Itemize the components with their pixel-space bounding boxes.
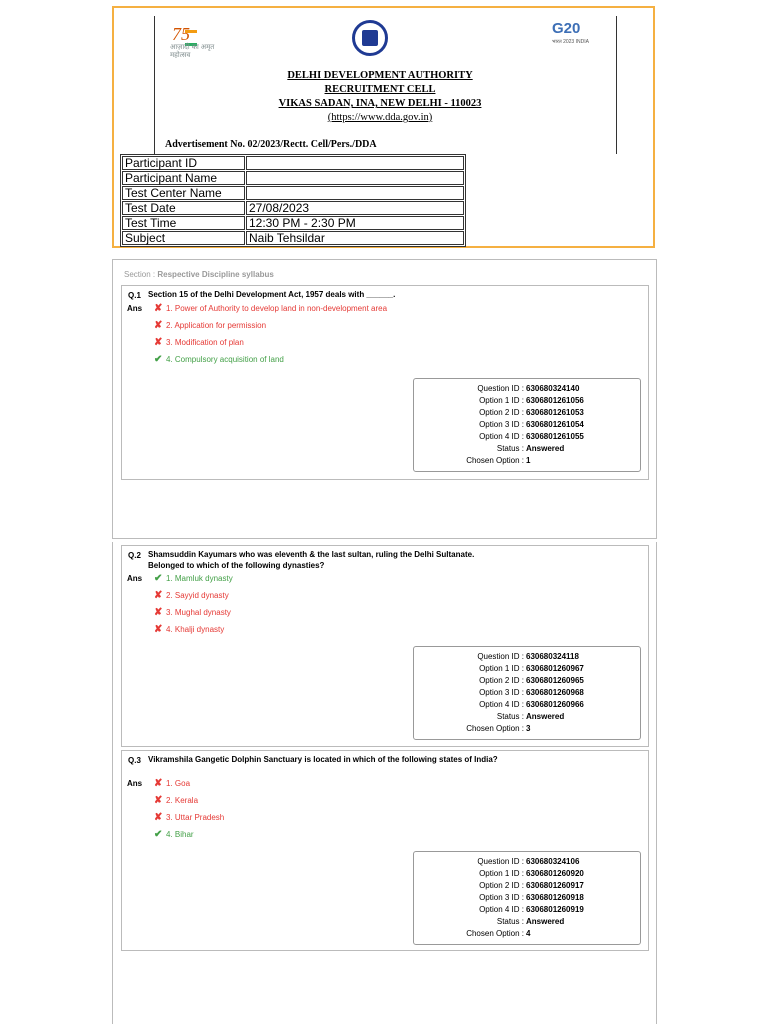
meta-label: Question ID : [477, 652, 524, 661]
meta-row [414, 419, 584, 431]
participant-table [120, 154, 466, 247]
cross-icon: ✘ [154, 624, 163, 635]
participant-row [122, 231, 464, 245]
answer-label: Ans [127, 779, 143, 788]
meta-row [414, 856, 584, 868]
meta-row [414, 383, 584, 395]
meta-value: 630680324118 [526, 652, 579, 661]
org-name: DELHI DEVELOPMENT AUTHORITY [287, 70, 473, 81]
meta-value: 630680324106 [526, 857, 580, 866]
option-text: 4. Compulsory acquisition of land [166, 355, 284, 364]
org-cell: RECRUITMENT CELL [324, 84, 436, 95]
question-number: Q.2 [128, 551, 141, 560]
question-meta-box [413, 851, 641, 945]
participant-value: 12:30 PM - 2:30 PM [246, 216, 464, 230]
question-card [121, 545, 649, 747]
meta-label: Status : [496, 444, 524, 453]
cross-icon: ✘ [154, 795, 163, 806]
org-website-link[interactable]: (https://www.dda.gov.in) [327, 112, 433, 123]
cross-icon: ✘ [154, 337, 163, 348]
answer-option [154, 830, 194, 840]
option-text: 1. Power of Authority to develop land in non-development area [166, 304, 388, 313]
participant-value: Naib Tehsildar [246, 231, 464, 245]
meta-row [414, 916, 584, 928]
question-card [121, 750, 649, 951]
option-text: 3. Mughal dynasty [166, 608, 231, 617]
meta-value: 6306801261054 [526, 420, 584, 429]
participant-row [122, 171, 464, 185]
cross-icon: ✘ [154, 320, 163, 331]
option-text: 2. Sayyid dynasty [166, 591, 229, 600]
meta-label: Option 1 ID : [479, 396, 524, 405]
participant-label: Test Center Name [122, 186, 245, 200]
meta-label: Status : [496, 712, 524, 721]
meta-label: Option 4 ID : [479, 700, 524, 709]
participant-row [122, 156, 464, 170]
meta-value: Answered [526, 712, 565, 721]
org-address: VIKAS SADAN, INA, NEW DELHI - 110023 [278, 98, 482, 109]
meta-value: 6306801260965 [526, 676, 584, 685]
g20-subtext: भारत 2023 INDIA [552, 39, 589, 45]
option-text: 3. Modification of plan [166, 338, 244, 347]
meta-label: Chosen Option : [466, 929, 524, 938]
participant-row [122, 201, 464, 215]
meta-label: Option 3 ID : [479, 688, 524, 697]
meta-row [414, 723, 584, 735]
meta-row [414, 675, 584, 687]
meta-row [414, 395, 584, 407]
section-title [124, 270, 274, 279]
answer-option [154, 591, 229, 601]
meta-label: Question ID : [477, 384, 524, 393]
answer-option [154, 574, 233, 584]
answer-label: Ans [127, 304, 143, 313]
meta-label: Option 4 ID : [479, 905, 524, 914]
meta-label: Option 4 ID : [479, 432, 524, 441]
answer-option [154, 355, 284, 365]
meta-value: 4 [526, 929, 531, 938]
option-text: 2. Application for permission [166, 321, 267, 330]
section-name: Respective Discipline syllabus [157, 270, 274, 279]
meta-value: 6306801261056 [526, 396, 584, 405]
meta-value: Answered [526, 917, 565, 926]
participant-label: Test Time [122, 216, 245, 230]
meta-value: 6306801260966 [526, 700, 584, 709]
option-text: 3. Uttar Pradesh [166, 813, 225, 822]
answer-option [154, 779, 190, 789]
meta-value: 6306801260917 [526, 881, 584, 890]
answer-option [154, 813, 224, 823]
meta-value: 6306801261055 [526, 432, 584, 441]
meta-row [414, 892, 584, 904]
check-icon: ✔ [154, 829, 163, 840]
meta-value: 630680324140 [526, 384, 580, 393]
meta-row [414, 711, 584, 723]
answer-label: Ans [127, 574, 143, 583]
meta-label: Option 2 ID : [479, 676, 524, 685]
participant-row [122, 186, 464, 200]
meta-label: Option 3 ID : [479, 420, 524, 429]
logo-subtext: आज़ादी का अमृत महोत्सव [170, 44, 215, 59]
advertisement-number: Advertisement No. 02/2023/Rectt. Cell/Pers./DDA [165, 139, 377, 150]
question-number: Q.1 [128, 291, 141, 300]
meta-value: Answered [526, 444, 565, 453]
meta-row [414, 687, 584, 699]
meta-value: 6306801260967 [526, 664, 584, 673]
meta-row [414, 880, 584, 892]
meta-value: 6306801260968 [526, 688, 584, 697]
dda-emblem-icon [352, 20, 388, 56]
option-text: 4. Bihar [166, 830, 194, 839]
question-card [121, 285, 649, 480]
answer-option [154, 321, 266, 331]
question-text: Vikramshila Gangetic Dolphin Sanctuary is located in which of the following states of India? [148, 755, 498, 764]
meta-value: 3 [526, 724, 531, 733]
meta-label: Status : [496, 917, 524, 926]
question-number: Q.3 [128, 756, 141, 765]
option-text: 4. Khalji dynasty [166, 625, 225, 634]
answer-option [154, 796, 198, 806]
participant-row [122, 216, 464, 230]
question-text: Shamsuddin Kayumars who was eleventh & the last sultan, ruling the Delhi Sultanate. Belonged to which of the following dynasties? [148, 550, 475, 570]
azadi-logo [170, 26, 230, 62]
meta-row [414, 651, 584, 663]
check-icon: ✔ [154, 354, 163, 365]
cross-icon: ✘ [154, 303, 163, 314]
cross-icon: ✘ [154, 778, 163, 789]
cross-icon: ✘ [154, 812, 163, 823]
cross-icon: ✘ [154, 590, 163, 601]
meta-value: 1 [526, 456, 531, 465]
answer-option [154, 338, 244, 348]
meta-label: Option 1 ID : [479, 664, 524, 673]
question-meta-box [413, 378, 641, 472]
meta-label: Option 3 ID : [479, 893, 524, 902]
meta-label: Chosen Option : [466, 456, 524, 465]
answer-option [154, 625, 224, 635]
meta-label: Chosen Option : [466, 724, 524, 733]
option-text: 2. Kerala [166, 796, 199, 805]
meta-label: Option 1 ID : [479, 869, 524, 878]
question-meta-box [413, 646, 641, 740]
participant-value [246, 156, 464, 170]
participant-label: Participant Name [122, 171, 245, 185]
logo-number: 75 [172, 24, 190, 44]
participant-label: Subject [122, 231, 245, 245]
meta-value: 6306801260918 [526, 893, 584, 902]
meta-row [414, 868, 584, 880]
meta-label: Option 2 ID : [479, 408, 524, 417]
meta-row [414, 443, 584, 455]
meta-value: 6306801260919 [526, 905, 584, 914]
meta-label: Option 2 ID : [479, 881, 524, 890]
meta-value: 6306801260920 [526, 869, 584, 878]
g20-logo [552, 20, 602, 60]
section-prefix: Section : [124, 270, 156, 279]
meta-row [414, 455, 584, 467]
meta-row [414, 928, 584, 940]
meta-row [414, 663, 584, 675]
participant-value [246, 171, 464, 185]
meta-row [414, 904, 584, 916]
meta-row [414, 407, 584, 419]
participant-value: 27/08/2023 [246, 201, 464, 215]
check-icon: ✔ [154, 573, 163, 584]
question-text: Section 15 of the Delhi Development Act, 1957 deals with ______. [148, 290, 396, 299]
participant-label: Participant ID [122, 156, 245, 170]
answer-option [154, 304, 387, 314]
meta-row [414, 699, 584, 711]
g20-label: G20 [552, 20, 581, 37]
participant-value [246, 186, 464, 200]
answer-option [154, 608, 231, 618]
cross-icon: ✘ [154, 607, 163, 618]
participant-label: Test Date [122, 201, 245, 215]
meta-value: 6306801261053 [526, 408, 584, 417]
option-text: 1. Mamluk dynasty [166, 574, 233, 583]
meta-row [414, 431, 584, 443]
option-text: 1. Goa [166, 779, 191, 788]
meta-label: Question ID : [477, 857, 524, 866]
